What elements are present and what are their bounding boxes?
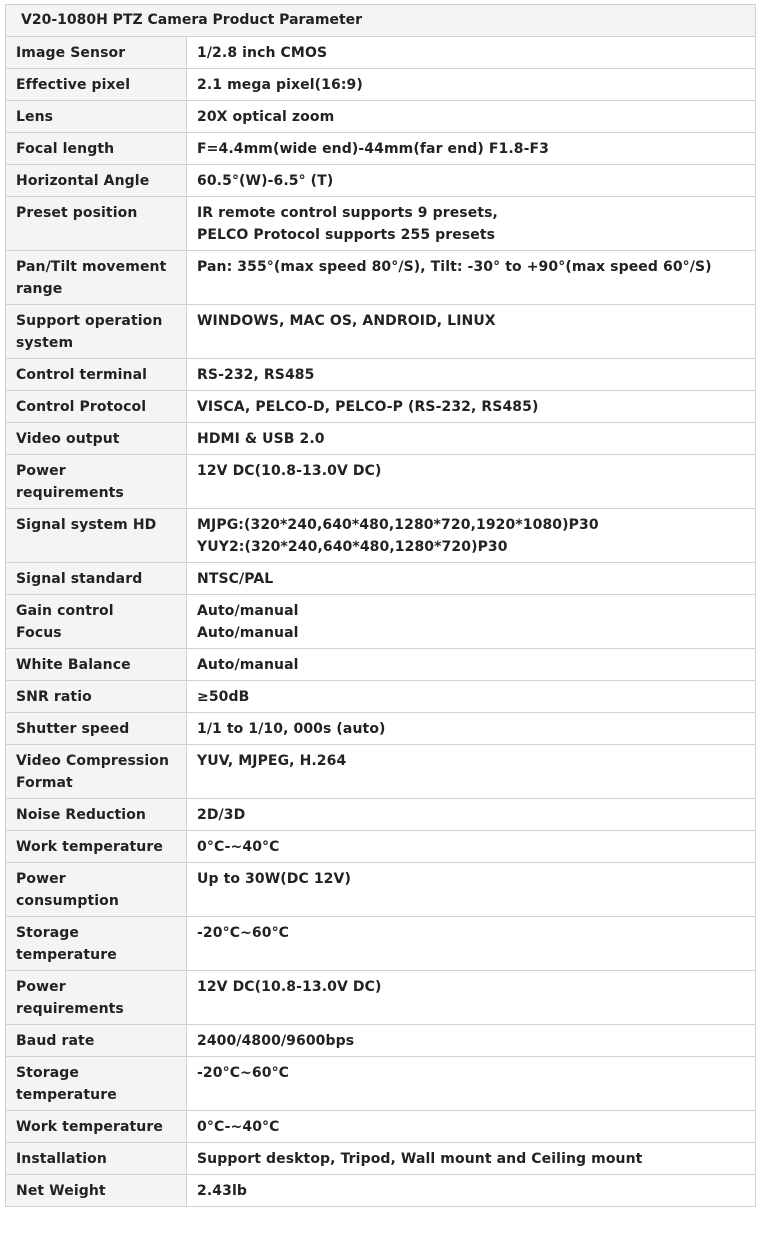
parameter-label-cell — [6, 863, 187, 917]
parameter-value: 12V DC(10.8-13.0V DC) — [197, 463, 382, 479]
parameter-value-cell — [187, 799, 756, 831]
parameter-label: Shutter speed — [16, 721, 130, 737]
parameter-value-cell — [187, 423, 756, 455]
table-row — [6, 305, 756, 359]
table-row — [6, 455, 756, 509]
parameter-label: Horizontal Angle — [16, 173, 150, 189]
parameter-label-cell — [6, 133, 187, 165]
table-row — [6, 831, 756, 863]
parameter-value: 12V DC(10.8-13.0V DC) — [197, 979, 382, 995]
parameter-label: Signal system HD — [16, 517, 157, 533]
parameter-label: Storage — [16, 1065, 79, 1081]
parameter-value-cell — [187, 713, 756, 745]
parameter-label-cell — [6, 455, 187, 509]
parameter-value-cell — [187, 455, 756, 509]
table-row — [6, 1111, 756, 1143]
parameter-value: VISCA, PELCO-D, PELCO-P (RS-232, RS485) — [197, 399, 539, 415]
parameter-label-cell — [6, 1057, 187, 1111]
spec-table — [5, 36, 756, 1207]
parameter-label: Control Protocol — [16, 399, 147, 415]
table-row — [6, 1143, 756, 1175]
parameter-value-cell — [187, 305, 756, 359]
table-row — [6, 133, 756, 165]
table-row — [6, 563, 756, 595]
parameter-value: 0°C-~40°C — [197, 839, 280, 855]
parameter-value: IR remote control supports 9 presets, — [197, 205, 498, 221]
parameter-value: 2D/3D — [197, 807, 246, 823]
parameter-value: HDMI & USB 2.0 — [197, 431, 325, 447]
parameter-value: Support desktop, Tripod, Wall mount and Ceiling mount — [197, 1151, 643, 1167]
table-row — [6, 649, 756, 681]
parameter-value-cell — [187, 509, 756, 563]
parameter-label: Work temperature — [16, 1119, 163, 1135]
spec-table-body — [6, 37, 756, 1207]
parameter-label-cell — [6, 595, 187, 649]
table-row — [6, 165, 756, 197]
parameter-label: Video output — [16, 431, 120, 447]
parameter-label: temperature — [16, 1087, 117, 1103]
parameter-label-cell — [6, 37, 187, 69]
table-row — [6, 359, 756, 391]
parameter-label: White Balance — [16, 657, 131, 673]
parameter-label: Preset position — [16, 205, 138, 221]
parameter-label: Pan/Tilt movement — [16, 259, 167, 275]
parameter-label: Noise Reduction — [16, 807, 146, 823]
table-row — [6, 713, 756, 745]
parameter-label: Net Weight — [16, 1183, 106, 1199]
parameter-label: Signal standard — [16, 571, 143, 587]
table-row — [6, 197, 756, 251]
parameter-label-cell — [6, 305, 187, 359]
table-row — [6, 917, 756, 971]
parameter-label: temperature — [16, 947, 117, 963]
table-row — [6, 1025, 756, 1057]
parameter-value-cell — [187, 133, 756, 165]
parameter-label: Format — [16, 775, 73, 791]
parameter-label-cell — [6, 165, 187, 197]
parameter-label: requirements — [16, 1001, 124, 1017]
parameter-label: Image Sensor — [16, 45, 126, 61]
parameter-label-cell — [6, 649, 187, 681]
parameter-value-cell — [187, 359, 756, 391]
parameter-value-cell — [187, 681, 756, 713]
parameter-value-cell — [187, 595, 756, 649]
parameter-label: Support operation — [16, 313, 163, 329]
parameter-value: 1/1 to 1/10, 000s (auto) — [197, 721, 386, 737]
table-row — [6, 971, 756, 1025]
parameter-label-cell — [6, 359, 187, 391]
parameter-label-cell — [6, 799, 187, 831]
table-row — [6, 101, 756, 133]
table-row — [6, 1175, 756, 1207]
table-row — [6, 69, 756, 101]
parameter-label-cell — [6, 745, 187, 799]
parameter-label-cell — [6, 563, 187, 595]
parameter-label: Effective pixel — [16, 77, 131, 93]
parameter-value: 2.1 mega pixel(16:9) — [197, 77, 363, 93]
parameter-value: PELCO Protocol supports 255 presets — [197, 227, 496, 243]
parameter-value: ≥50dB — [197, 689, 250, 705]
parameter-value-cell — [187, 165, 756, 197]
parameter-value: Auto/manual — [197, 657, 299, 673]
parameter-value-cell — [187, 1175, 756, 1207]
parameter-value: NTSC/PAL — [197, 571, 274, 587]
parameter-label: Focus — [16, 625, 62, 641]
parameter-value: 20X optical zoom — [197, 109, 335, 125]
parameter-value: Auto/manual — [197, 625, 299, 641]
parameter-label: Power — [16, 871, 66, 887]
parameter-value-cell — [187, 745, 756, 799]
parameter-label: requirements — [16, 485, 124, 501]
parameter-label-cell — [6, 101, 187, 133]
parameter-value: 1/2.8 inch CMOS — [197, 45, 328, 61]
parameter-value: MJPG:(320*240,640*480,1280*720,1920*1080)P30 — [197, 517, 599, 533]
parameter-label-cell — [6, 1025, 187, 1057]
parameter-label-cell — [6, 1111, 187, 1143]
parameter-value-cell — [187, 971, 756, 1025]
parameter-value: YUY2:(320*240,640*480,1280*720)P30 — [197, 539, 508, 555]
parameter-value-cell — [187, 1111, 756, 1143]
parameter-label: consumption — [16, 893, 119, 909]
parameter-label: Baud rate — [16, 1033, 95, 1049]
table-row — [6, 37, 756, 69]
parameter-label-cell — [6, 1175, 187, 1207]
parameter-value-cell — [187, 649, 756, 681]
parameter-value: 0°C-~40°C — [197, 1119, 280, 1135]
parameter-label-cell — [6, 971, 187, 1025]
parameter-label-cell — [6, 509, 187, 563]
parameter-value: F=4.4mm(wide end)-44mm(far end) F1.8-F3 — [197, 141, 549, 157]
parameter-label: Lens — [16, 109, 54, 125]
table-row — [6, 509, 756, 563]
table-row — [6, 745, 756, 799]
parameter-value: RS-232, RS485 — [197, 367, 315, 383]
table-row — [6, 251, 756, 305]
parameter-label: Control terminal — [16, 367, 148, 383]
parameter-label: Focal length — [16, 141, 115, 157]
parameter-label-cell — [6, 1143, 187, 1175]
parameter-value-cell — [187, 1025, 756, 1057]
parameter-value: Up to 30W(DC 12V) — [197, 871, 351, 887]
parameter-label-cell — [6, 831, 187, 863]
parameter-value: Pan: 355°(max speed 80°/S), Tilt: -30° to +90°(max speed 60°/S) — [197, 259, 712, 275]
parameter-label: Power — [16, 979, 66, 995]
parameter-value-cell — [187, 1143, 756, 1175]
table-row — [6, 1057, 756, 1111]
parameter-value: YUV, MJPEG, H.264 — [197, 753, 347, 769]
table-title: V20-1080H PTZ Camera Product Parameter — [5, 4, 756, 36]
parameter-value: Auto/manual — [197, 603, 299, 619]
parameter-label: Storage — [16, 925, 79, 941]
parameter-label-cell — [6, 197, 187, 251]
parameter-label-cell — [6, 917, 187, 971]
parameter-label: Power — [16, 463, 66, 479]
parameter-value-cell — [187, 863, 756, 917]
parameter-value: -20°C~60°C — [197, 925, 290, 941]
table-row — [6, 595, 756, 649]
parameter-label-cell — [6, 713, 187, 745]
parameter-label: Gain control — [16, 603, 114, 619]
parameter-label: Installation — [16, 1151, 107, 1167]
table-row — [6, 799, 756, 831]
parameter-label-cell — [6, 423, 187, 455]
parameter-value-cell — [187, 1057, 756, 1111]
parameter-value-cell — [187, 101, 756, 133]
parameter-label-cell — [6, 251, 187, 305]
table-row — [6, 391, 756, 423]
parameter-value: WINDOWS, MAC OS, ANDROID, LINUX — [197, 313, 496, 329]
parameter-label-cell — [6, 681, 187, 713]
table-row — [6, 863, 756, 917]
parameter-label: Video Compression — [16, 753, 170, 769]
parameter-value-cell — [187, 37, 756, 69]
parameter-value-cell — [187, 69, 756, 101]
parameter-value-cell — [187, 917, 756, 971]
parameter-label: SNR ratio — [16, 689, 92, 705]
parameter-value: 2400/4800/9600bps — [197, 1033, 355, 1049]
parameter-value: 60.5°(W)-6.5° (T) — [197, 173, 334, 189]
parameter-label: range — [16, 281, 63, 297]
parameter-label-cell — [6, 391, 187, 423]
parameter-value-cell — [187, 831, 756, 863]
parameter-value-cell — [187, 251, 756, 305]
table-row — [6, 681, 756, 713]
parameter-value-cell — [187, 197, 756, 251]
table-row — [6, 423, 756, 455]
parameter-value-cell — [187, 391, 756, 423]
parameter-label-cell — [6, 69, 187, 101]
parameter-value: 2.43lb — [197, 1183, 247, 1199]
parameter-value-cell — [187, 563, 756, 595]
parameter-value: -20°C~60°C — [197, 1065, 290, 1081]
parameter-label: system — [16, 335, 74, 351]
parameter-label: Work temperature — [16, 839, 163, 855]
